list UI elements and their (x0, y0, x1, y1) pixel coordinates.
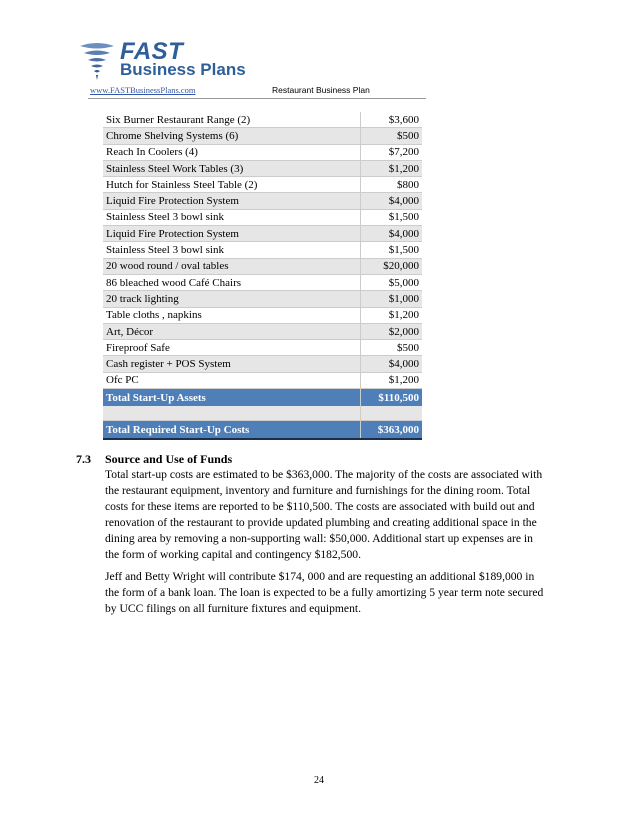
asset-item: Chrome Shelving Systems (6) (103, 128, 361, 144)
brand-subtitle: Business Plans (120, 60, 246, 79)
asset-item: Stainless Steel 3 bowl sink (103, 242, 361, 258)
asset-item: Table cloths , napkins (103, 307, 361, 323)
total-required-label: Total Required Start-Up Costs (103, 421, 361, 440)
startup-assets-table (103, 112, 422, 440)
asset-item: Liquid Fire Protection System (103, 193, 361, 209)
table-row (103, 356, 422, 372)
table-row (103, 242, 422, 258)
table-row (103, 274, 422, 290)
total-assets-value: $110,500 (361, 389, 423, 407)
asset-item: Liquid Fire Protection System (103, 226, 361, 242)
asset-item: Six Burner Restaurant Range (2) (103, 112, 361, 128)
table-row (103, 128, 422, 144)
asset-amount: $1,500 (361, 242, 423, 258)
section-title: Source and Use of Funds (105, 452, 233, 466)
table-row (103, 226, 422, 242)
asset-item: Fireproof Safe (103, 340, 361, 356)
table-row (103, 193, 422, 209)
brand-logo (78, 38, 246, 82)
asset-item: Stainless Steel Work Tables (3) (103, 160, 361, 176)
asset-amount: $1,200 (361, 160, 423, 176)
asset-amount: $7,200 (361, 144, 423, 160)
table-row (103, 307, 422, 323)
asset-amount: $500 (361, 128, 423, 144)
section-number: 7.3 (76, 452, 91, 466)
table-row (103, 291, 422, 307)
asset-item: Ofc PC (103, 372, 361, 388)
table-row (103, 177, 422, 193)
asset-amount: $4,000 (361, 193, 423, 209)
asset-item: 20 track lighting (103, 291, 361, 307)
asset-amount: $20,000 (361, 258, 423, 274)
asset-amount: $3,600 (361, 112, 423, 128)
asset-amount: $1,500 (361, 209, 423, 225)
paragraph: Jeff and Betty Wright will contribute $174, 000 and are requesting an additional $189,000 in the form of a bank loan. The loan is expected to be a fully amortizing 5 year term note secured by UCC filings on all furniture fixtures and equipment. (105, 570, 544, 615)
table-row (103, 340, 422, 356)
spacer-row (103, 406, 422, 421)
total-required-row (103, 421, 422, 440)
asset-item: Art, Décor (103, 323, 361, 339)
table-row (103, 323, 422, 339)
asset-amount: $4,000 (361, 356, 423, 372)
table-row (103, 112, 422, 128)
website-link[interactable]: www.FASTBusinessPlans.com (90, 85, 196, 95)
total-required-value: $363,000 (361, 421, 423, 440)
asset-item: Reach In Coolers (4) (103, 144, 361, 160)
asset-item: Hutch for Stainless Steel Table (2) (103, 177, 361, 193)
table-row (103, 160, 422, 176)
tornado-icon (78, 40, 116, 80)
asset-amount: $1,200 (361, 307, 423, 323)
table-row (103, 258, 422, 274)
asset-amount: $5,000 (361, 274, 423, 290)
asset-amount: $500 (361, 340, 423, 356)
document-title: Restaurant Business Plan (272, 85, 370, 95)
brand-name: FAST (120, 38, 184, 65)
asset-amount: $1,200 (361, 372, 423, 388)
table-row (103, 209, 422, 225)
asset-amount: $2,000 (361, 323, 423, 339)
asset-item: Cash register + POS System (103, 356, 361, 372)
asset-amount: $1,000 (361, 291, 423, 307)
asset-item: 86 bleached wood Café Chairs (103, 274, 361, 290)
paragraph: Total start-up costs are estimated to be $363,000. The majority of the costs are associated with the restaurant equipment, inventory and furniture and furnishings for the dining room. Total costs for these items are reported to be $110,500. The costs are associated with build out and renovation of the restaurant to provide updated plumbing and creating additional space in the dining area by removing a non-supporting wall: $50,000. Additional start up expenses are in the form of working capital and contingency $182,500. (105, 468, 543, 561)
asset-amount: $800 (361, 177, 423, 193)
total-assets-label: Total Start-Up Assets (103, 389, 361, 407)
asset-amount: $4,000 (361, 226, 423, 242)
asset-item: 20 wood round / oval tables (103, 258, 361, 274)
table-row (103, 144, 422, 160)
table-row (103, 372, 422, 388)
asset-item: Stainless Steel 3 bowl sink (103, 209, 361, 225)
page-number: 24 (314, 775, 324, 786)
total-assets-row (103, 389, 422, 407)
header-divider (88, 98, 426, 99)
